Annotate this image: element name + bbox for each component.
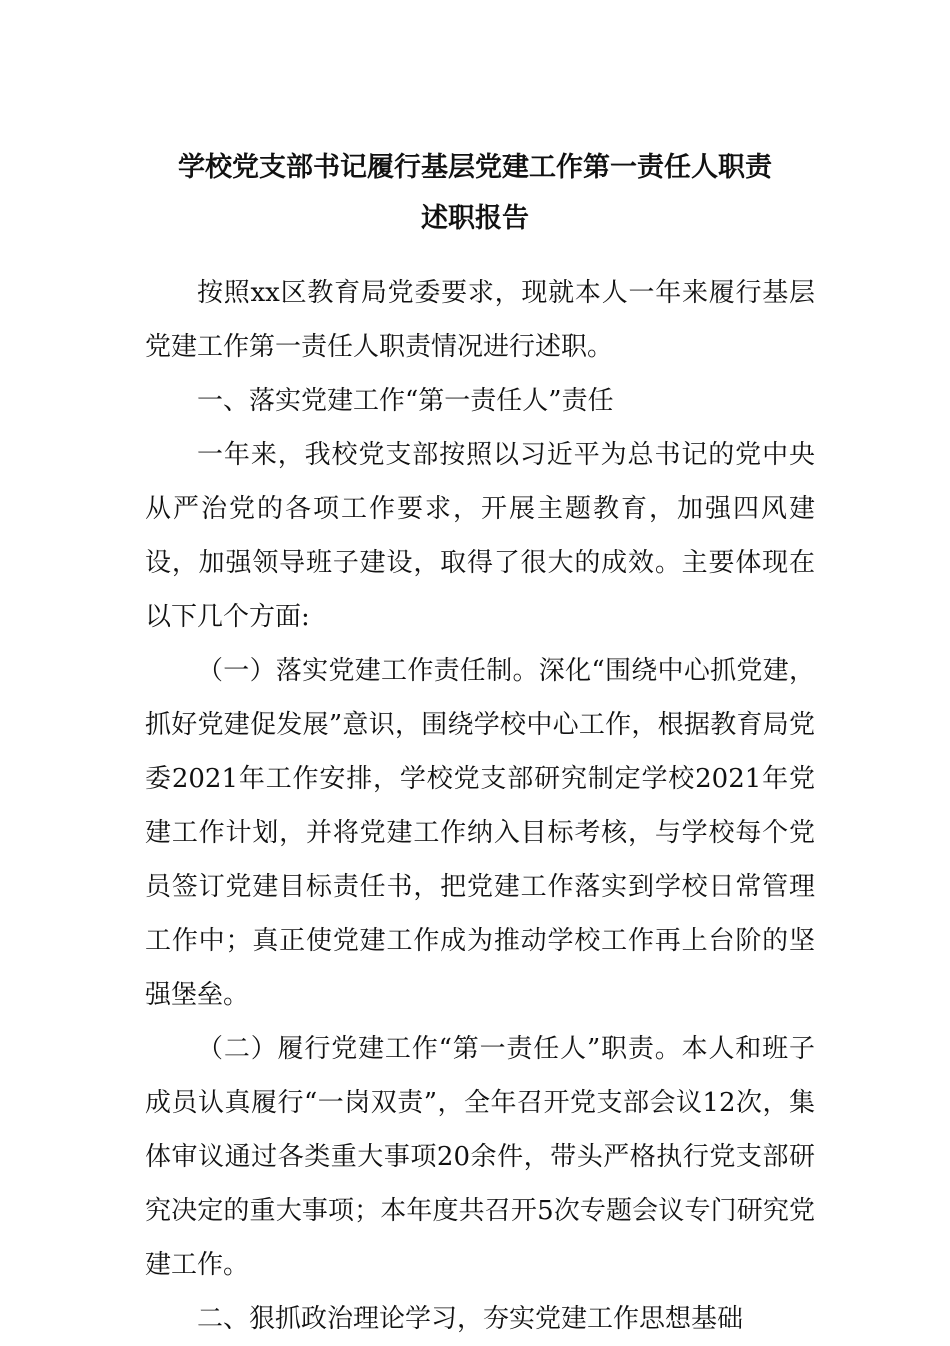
section-heading-1: 一、落实党建工作“第一责任人”责任 xyxy=(197,386,614,416)
intro-paragraph: 按照xx区教育局党委要求，现就本人一年来履行基层党建工作第一责任人职责情况进行述职。 xyxy=(145,278,815,362)
section-1-paragraph: 一年来，我校党支部按照以习近平为总书记的党中央从严治党的各项工作要求，开展主题教育，加强四风建设，加强领导班子建设，取得了很大的成效。主要体现在以下几个方面: xyxy=(145,440,815,632)
document-body xyxy=(145,266,815,1346)
subsection-1-paragraph: （一）落实党建工作责任制。深化“围绕中心抓党建，抓好党建促发展”意识，围绕学校中心工作，根据教育局党委2021年工作安排，学校党支部研究制定学校2021年党建工作计划，并将党建工作纳入目标考核，与学校每个党员签订党建目标责任书，把党建工作落实到学校日常管理工作中；真正使党建工作成为推动学校工作再上台阶的坚强堡垒。 xyxy=(145,656,815,1010)
document-title: 学校党支部书记履行基层党建工作第一责任人职责 xyxy=(178,152,772,183)
document-subtitle: 述职报告 xyxy=(421,203,529,234)
section-heading-2: 二、狠抓政治理论学习，夯实党建工作思想基础 xyxy=(197,1304,744,1334)
subsection-2-paragraph: （二）履行党建工作“第一责任人”职责。本人和班子成员认真履行“一岗双责”，全年召开党支部会议12次，集体审议通过各类重大事项20余件，带头严格执行党支部研究决定的重大事项；本年度共召开5次专题会议专门研究党建工作。 xyxy=(145,1034,815,1280)
